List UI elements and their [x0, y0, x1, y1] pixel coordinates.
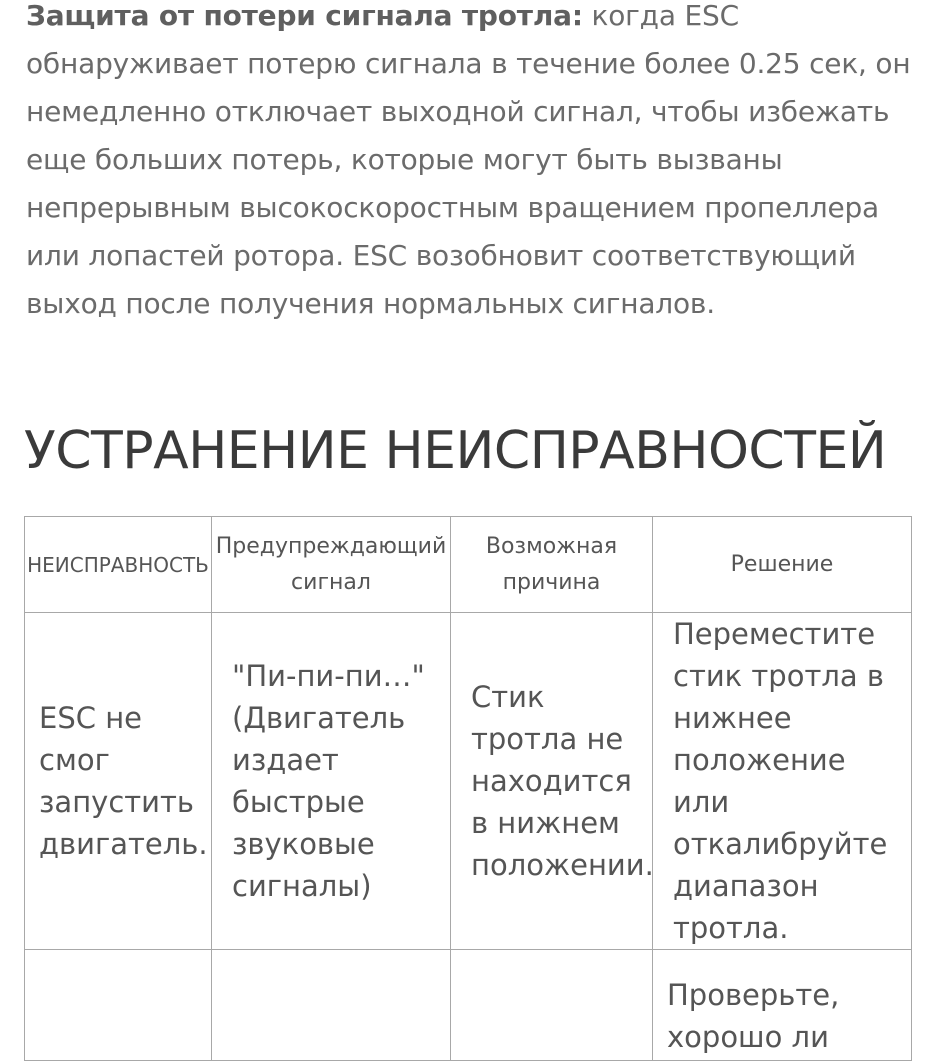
- cell-cause: Стик тротла не находится в нижнем положении.: [451, 613, 653, 950]
- header-signal: Предупреждающий сигнал: [212, 517, 451, 613]
- table-row: [25, 950, 912, 1061]
- cell-solution: Переместите стик тротла в нижнее положение или откалибруйте диапазон тротла.: [653, 613, 912, 950]
- table-header-row: [25, 517, 912, 613]
- header-fault: НЕИСПРАВНОСТЬ: [25, 517, 212, 613]
- cell-fault: ESC не смог запустить двигатель.: [25, 613, 212, 950]
- cell-signal: "Пи-пи-пи…" (Двигатель издает быстрые звуковые сигналы): [212, 613, 451, 950]
- cell-solution: Проверьте, хорошо ли: [653, 950, 912, 1061]
- cell-cause: [451, 950, 653, 1061]
- paragraph-lead: Защита от потери сигнала тротла:: [26, 0, 583, 32]
- throttle-loss-paragraph: [26, 0, 916, 328]
- table-row: [25, 613, 912, 950]
- paragraph-text: когда ESC обнаруживает потерю сигнала в течение более 0.25 сек, он немедленно отключает выходной сигнал, чтобы избежать еще больших потерь, которые могут быть вызваны непрерывным высокоскоростным вращением пропеллера или лопастей ротора. ESC возобновит соответствующий выход после получения нормальных сигналов.: [26, 0, 911, 320]
- troubleshooting-heading: УСТРАНЕНИЕ НЕИСПРАВНОСТЕЙ: [24, 421, 887, 481]
- header-cause: Возможная причина: [451, 517, 653, 613]
- header-solution: Решение: [653, 517, 912, 613]
- cell-signal: [212, 950, 451, 1061]
- troubleshooting-table: [24, 516, 912, 1061]
- cell-fault: [25, 950, 212, 1061]
